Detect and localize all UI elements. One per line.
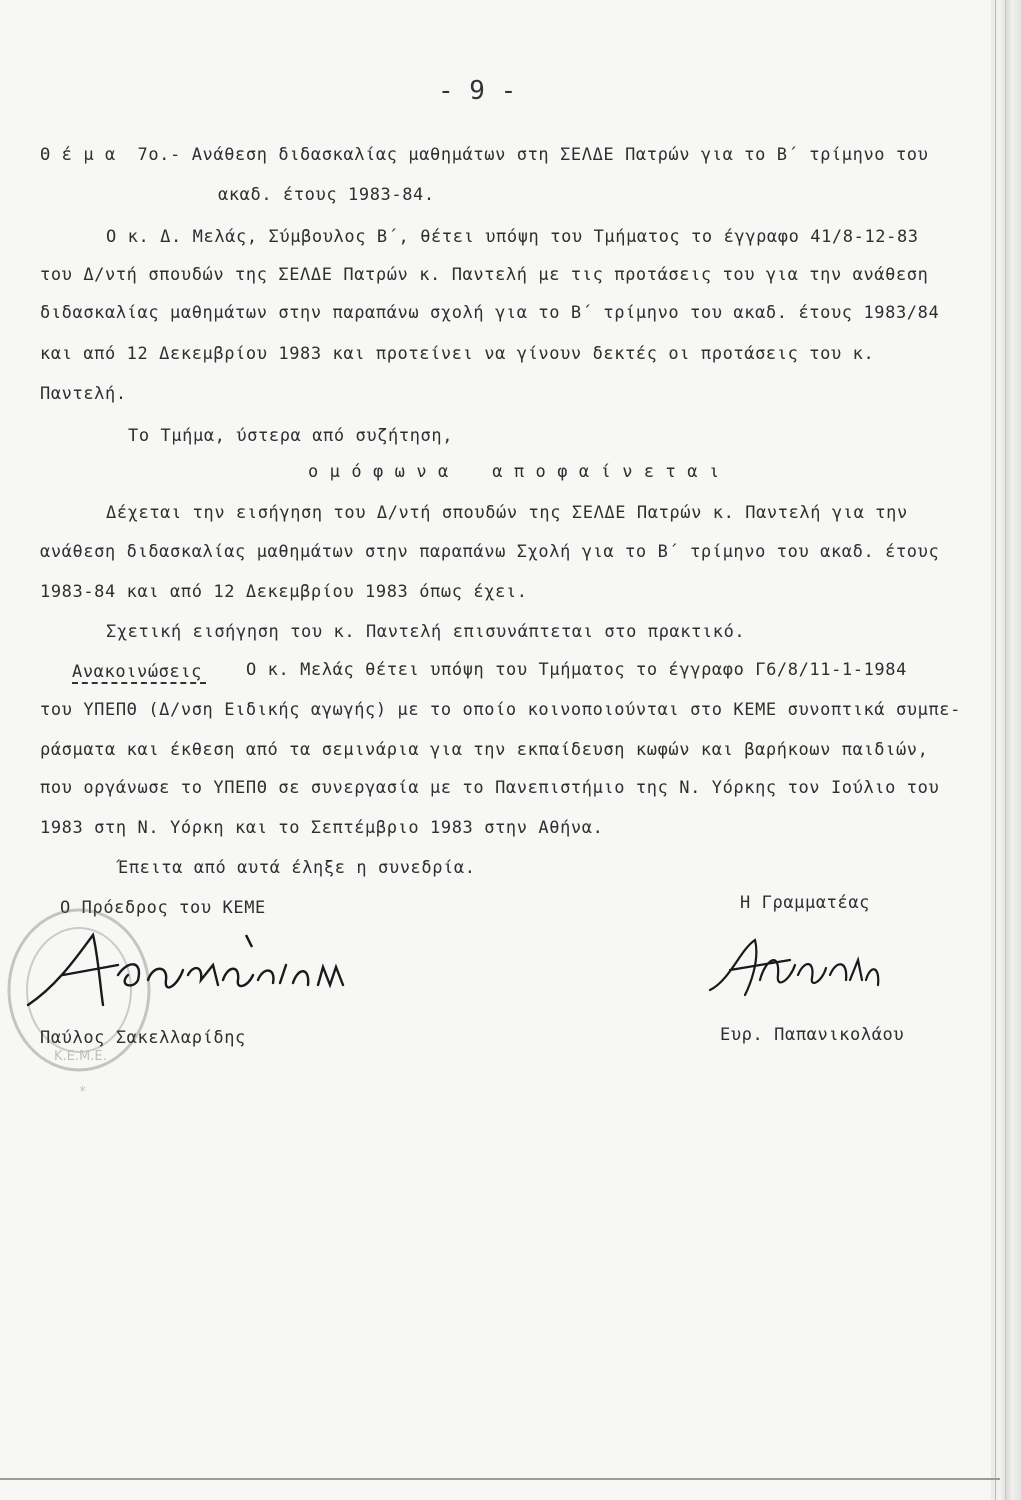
- paragraph-line: 1983 στη Ν. Υόρκη και το Σεπτέμβριο 1983 στην Αθήνα.: [40, 818, 604, 838]
- paragraph-line: Το Τμήμα, ύστερα από συζήτηση,: [128, 426, 454, 446]
- bottom-rule: [0, 1478, 1000, 1480]
- page-edge: [991, 0, 1021, 1500]
- subject-line-2: ακαδ. έτους 1983-84.: [218, 185, 435, 205]
- paragraph-line: Ο κ. Δ. Μελάς, Σύμβουλος Β΄, θέτει υπόψη του Τμήματος το έγγραφο 41/8-12-83: [106, 227, 919, 247]
- paragraph-line: Έπειτα από αυτά έληξε η συνεδρία.: [118, 858, 476, 878]
- president-title: Ο Πρόεδρος του ΚΕΜΕ: [60, 898, 266, 918]
- paragraph-line: του ΥΠΕΠΘ (Δ/νση Ειδικής αγωγής) με το οποίο κοινοποιούνται στο ΚΕΜΕ συνοπτικά συμπε-: [40, 700, 961, 720]
- paragraph-line: ανάθεση διδασκαλίας μαθημάτων στην παραπάνω Σχολή για το Β΄ τρίμηνο του ακαδ. έτους: [40, 542, 940, 562]
- svg-text:Κ.Ε.Μ.Ε.: Κ.Ε.Μ.Ε.: [54, 1049, 107, 1064]
- secretary-name: Ευρ. Παπανικολάου: [720, 1025, 905, 1045]
- announcements-underline: [72, 682, 206, 684]
- paragraph-line: και από 12 Δεκεμβρίου 1983 και προτείνει να γίνουν δεκτές οι προτάσεις του κ.: [40, 344, 875, 364]
- subject-line-1: Θ έ μ α 7ο.- Ανάθεση διδασκαλίας μαθημάτων στη ΣΕΛΔΕ Πατρών για το Β΄ τρίμηνο του: [40, 145, 929, 165]
- svg-text:*: *: [79, 1084, 86, 1100]
- paragraph-line: Ο κ. Μελάς θέτει υπόψη του Τμήματος το έγγραφο Γ6/8/11-1-1984: [246, 660, 907, 680]
- paragraph-line: Παντελή.: [40, 384, 127, 404]
- president-name: Παύλος Σακελλαρίδης: [40, 1028, 246, 1048]
- president-signature: [18, 925, 368, 1015]
- paragraph-line: του Δ/ντή σπουδών της ΣΕΛΔΕ Πατρών κ. Παντελή με τις προτάσεις του για την ανάθεση: [40, 265, 929, 285]
- paragraph-line: Δέχεται την εισήγηση του Δ/ντή σπουδών της ΣΕΛΔΕ Πατρών κ. Παντελή για την: [106, 503, 908, 523]
- paragraph-line: 1983-84 και από 12 Δεκεμβρίου 1983 όπως έχει.: [40, 582, 528, 602]
- secretary-title: Η Γραμματέας: [740, 893, 871, 913]
- paragraph-line: ράσματα και έκθεση από τα σεμινάρια για την εκπαίδευση κωφών και βαρήκοων παιδιών,: [40, 740, 929, 760]
- page-number: - 9 -: [438, 76, 517, 106]
- paragraph-line: Σχετική εισήγηση του κ. Παντελή επισυνάπτεται στο πρακτικό.: [106, 622, 746, 642]
- paragraph-line: που οργάνωσε το ΥΠΕΠΘ σε συνεργασία με το Πανεπιστήμιο της Ν. Υόρκης τον Ιούλιο του: [40, 778, 940, 798]
- announcements-heading: Ανακοινώσεις: [72, 662, 203, 682]
- decision-heading: ο μ ό φ ω ν α α π ο φ α ί ν ε τ α ι: [308, 462, 720, 482]
- paragraph-line: διδασκαλίας μαθημάτων στην παραπάνω σχολή για το Β΄ τρίμηνο του ακαδ. έτους 1983/84: [40, 303, 940, 323]
- secretary-signature: [700, 930, 890, 1005]
